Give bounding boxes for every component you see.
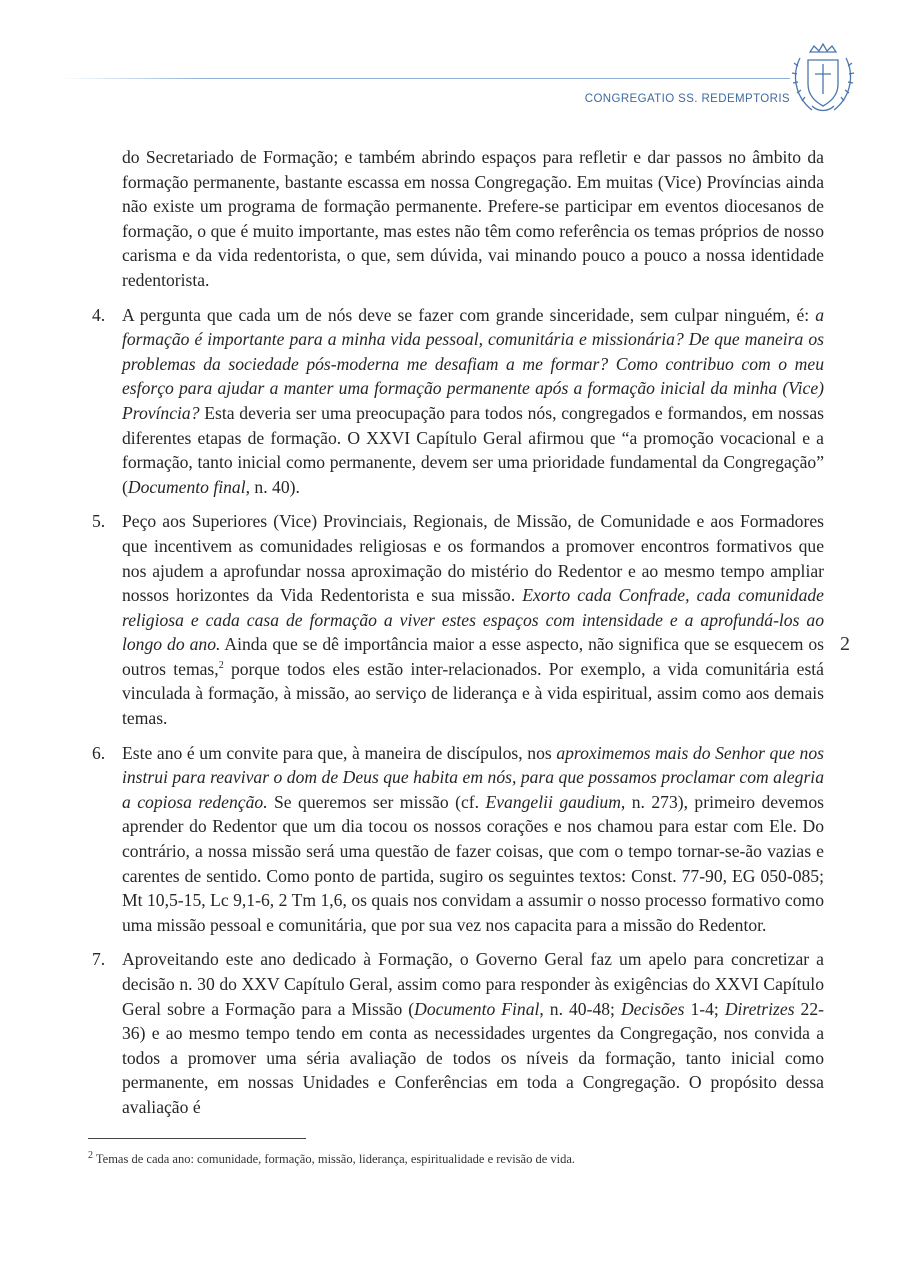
paragraph-text: Peço aos Superiores (Vice) Provinciais, Regionais, de Missão, de Comunidade e aos Formadores que incentivem as comunidades religiosas e os formandos a promover encontros formativos que nos ajudem a aprofundar nossa aproximação do mistério do Redentor e ao mesmo tempo ampliar nossos horizontes da Vida Redentorista e sua missão. — [122, 511, 824, 606]
paragraph-text: Se queremos ser missão (cf. — [267, 791, 486, 812]
congregation-crest-logo — [790, 40, 856, 116]
numbered-paragraph-6 — [92, 741, 824, 938]
numbered-paragraph-4 — [92, 303, 824, 500]
paragraph-number: 7. — [92, 949, 106, 970]
italic-invitation: aproximemos mais do Senhor que nos instrui para reavivar o dom de Deus que habita em nós, para que possamos proclamar com alegria a copiosa redenção. — [122, 742, 824, 812]
italic-questions: a formação é importante para a minha vida pessoal, comunitária e missionária? De que maneira os problemas da sociedade pós-moderna me desafiam a me formar? Como contribuo com o meu esforço para ajudar a manter uma formação permanente após a formação inicial da minha (Vice) Província? — [122, 304, 824, 423]
paragraph-text: porque todos eles estão inter-relacionados. Por exemplo, a vida comunitária está vinculada à formação, à missão, ao serviço de liderança e à vida espiritual, assim como aos demais temas. — [122, 658, 824, 729]
italic-citation: Diretrizes — [724, 998, 795, 1019]
paragraph-text: Esta deveria ser uma preocupação para todos nós, congregados e formandos, em nossas diferentes etapas de formação. O XXVI Capítulo Geral afirmou que “a promoção vocacional e a formação, tanto inicial como permanente, devem ser uma prioridade fundamental da Congregação” ( — [122, 402, 824, 497]
footnote-marker: 2 — [88, 1149, 93, 1161]
italic-citation: Decisões — [620, 998, 685, 1019]
paragraph-text: 22-36) e ao mesmo tempo tendo em conta as necessidades urgentes da Congregação, nos convida a todos a promover uma séria avaliação de todos os níveis da formação, tanto inicial como permanente, em nossas Unidades e Conferências em toda a Congregação. O propósito dessa avaliação é — [122, 998, 825, 1117]
italic-citation: Documento Final — [414, 998, 540, 1019]
italic-citation: Documento final — [127, 476, 246, 497]
page-number: 2 — [840, 633, 850, 655]
italic-exhortation: Exorto cada Confrade, cada comunidade religiosa e cada casa de formação a viver estes espaços com intensidade e a aprofundá-los ao longo do ano. — [122, 585, 824, 655]
intro-paragraph: do Secretariado de Formação; e também abrindo espaços para refletir e dar passos no âmbito da formação permanente, bastante escassa em nossa Congregação. Em muitas (Vice) Províncias ainda não existe um programa de formação permanente. Prefere-se participar em eventos diocesanos de formação, o que é muito importante, mas estes não têm como referência os temas próprios de nosso carisma e da vida redentorista, o que, sem dúvida, vai minando pouco a pouco a nossa identidade redentorista. — [122, 147, 824, 290]
footnote-text: Temas de cada ano: comunidade, formação, missão, liderança, espiritualidade e revisão de vida. — [93, 1152, 576, 1166]
paragraph-text: , n. 273), primeiro devemos aprender do Redentor que um dia tocou os nossos corações e nos chamou para estar com Ele. Do contrário, a nossa missão será uma questão de fazer coisas, que com o tempo tornar-se-ão vazias e carentes de sentido. Como ponto de partida, sugiro os seguintes textos: Const. 77-90, EG 050-085; Mt 10,5-15, Lc 9,1-6, 2 Tm 1,6, os quais nos convidam a assumir o nosso processo formativo como uma missão pessoal e comunitária, que por sua vez nos capacita para a missão do Redentor. — [122, 791, 824, 935]
footnote — [88, 1149, 788, 1167]
paragraph-number: 4. — [92, 304, 106, 325]
numbered-paragraph-7 — [92, 947, 825, 1119]
paragraph-number: 6. — [92, 742, 106, 763]
paragraph-number: 5. — [92, 511, 106, 532]
paragraph-text: A pergunta que cada um de nós deve se fazer com grande sinceridade, sem culpar ninguém, é: — [122, 304, 816, 325]
paragraph-text: Aproveitando este ano dedicado à Formação, o Governo Geral faz um apelo para concretizar a decisão n. 30 do XXV Capítulo Geral, assim como para responder às exigências do XXVI Capítulo Geral sobre a Formação para a Missão ( — [122, 949, 824, 1019]
letter-body — [92, 145, 825, 1130]
numbered-paragraph-5 — [92, 509, 824, 730]
paragraph-text: Este ano é um convite para que, à maneira de discípulos, nos — [122, 742, 557, 763]
header-title: CONGREGATIO SS. REDEMPTORIS — [584, 93, 790, 105]
footnote-divider — [88, 1138, 306, 1139]
paragraph-text: 1-4; — [684, 998, 725, 1019]
paragraph-text: , n. 40-48; — [539, 998, 621, 1019]
header-rule — [60, 78, 790, 79]
paragraph-text: Ainda que se dê importância maior a esse aspecto, não significa que se esquecem os outros temas, — [122, 634, 824, 679]
italic-citation: Evangelii gaudium — [485, 791, 621, 812]
paragraph-text: , n. 40). — [245, 476, 300, 497]
footnote-reference: 2 — [218, 660, 224, 672]
